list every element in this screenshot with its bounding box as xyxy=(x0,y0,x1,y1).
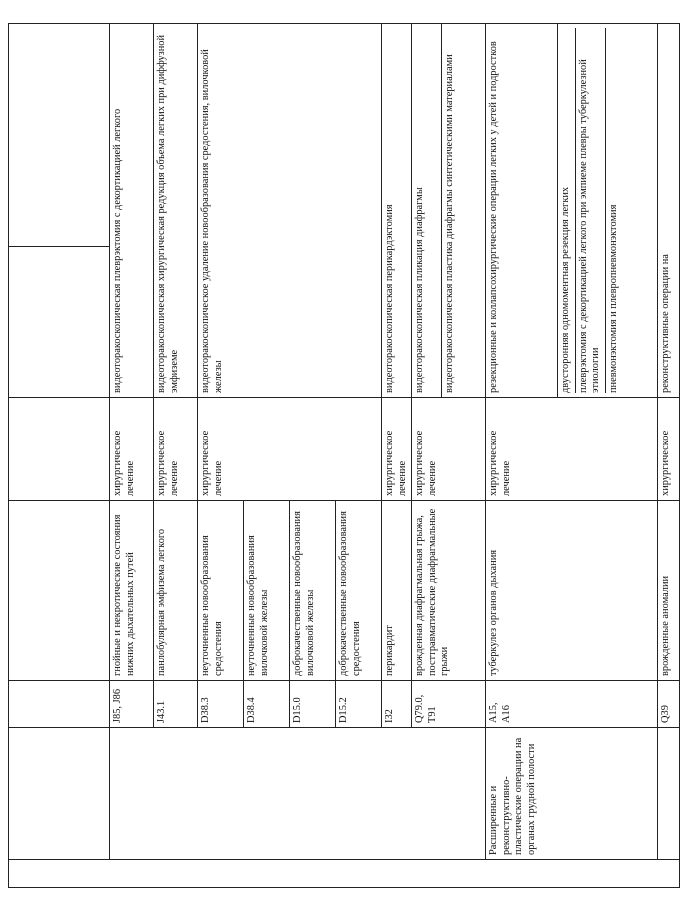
diagnosis-cell: гнойные и некротические состояния нижних дыхательных путей xyxy=(110,501,154,681)
method-cell: видеоторакоскопическая хирургическая редукция объема легких при диффузной эмфиземе xyxy=(154,24,198,398)
procedures-table xyxy=(8,23,680,888)
method-cell: видеоторакоскопическая плеврэктомия с декортикацией легкого xyxy=(110,24,154,398)
blank-header-row xyxy=(9,24,110,888)
diagnosis-cell: перикардит xyxy=(382,501,412,681)
code-cell: D38.4 xyxy=(244,681,290,728)
code-cell: D15.2 xyxy=(336,681,382,728)
method-line: пневмонэктомия и плевропневмонэктомия xyxy=(607,204,619,393)
landscape-table-container xyxy=(8,24,671,888)
diagnosis-cell: неуточненные новообразования средостения xyxy=(198,501,244,681)
method-cell: видеоторакоскопическое удаление новообразования средостения, вилочковой железы xyxy=(198,24,382,398)
method-cell: видеоторакоскопическая пликация диафрагмы xyxy=(412,24,442,398)
method-line: плеврэктомия с декортикацией легкого при эмпиеме плевры туберкулезной этиологии xyxy=(576,28,606,393)
diagnosis-cell: панлобулярная эмфизема легкого xyxy=(154,501,198,681)
section-title-cell: Расширенные и реконструктивно-пластические операции на органах грудной полости xyxy=(486,728,658,860)
code-cell: I32 xyxy=(382,681,412,728)
diagnosis-cell: неуточненные новообразования вилочковой железы xyxy=(244,501,290,681)
diagnosis-cell: врожденные аномалии xyxy=(658,501,680,681)
table-row xyxy=(486,24,558,888)
treatment-cell: хирургическое лечение xyxy=(382,398,412,501)
section-empty-cell xyxy=(110,728,486,860)
method-cell xyxy=(558,24,658,398)
blank-cell xyxy=(9,24,110,247)
code-cell: J85, J86 xyxy=(110,681,154,728)
code-cell: Q39 xyxy=(658,681,680,728)
diagnosis-cell: врожденная диафрагмальная грыжа, посттравматические диафрагмальные грыжи xyxy=(412,501,486,681)
blank-cell xyxy=(9,398,110,501)
code-cell: D15.0 xyxy=(290,681,336,728)
treatment-cell: хирургическое лечение xyxy=(412,398,486,501)
diagnosis-cell: доброкачественные новообразования средостения xyxy=(336,501,382,681)
treatment-cell: хирургическое лечение xyxy=(110,398,154,501)
section-empty-cell xyxy=(658,728,680,860)
treatment-cell: хирургическое лечение xyxy=(486,398,658,501)
blank-cell xyxy=(9,501,110,681)
method-cell: реконструктивные операции на xyxy=(658,24,680,398)
method-cell: резекционные и коллапсохирургические операции легких у детей и подростков xyxy=(486,24,558,398)
code-cell: Q79.0, T91 xyxy=(412,681,486,728)
code-cell: D38.3 xyxy=(198,681,244,728)
method-cell: видеоторакоскопическая пластика диафрагмы синтетическими материалами xyxy=(442,24,486,398)
rotated-page xyxy=(8,24,671,888)
treatment-cell: хирургическое лечение xyxy=(154,398,198,501)
table-row xyxy=(110,24,154,888)
code-cell: A15, A16 xyxy=(486,681,658,728)
method-cell: видеоторакоскопическая перикардэктомия xyxy=(382,24,412,398)
code-cell: J43.1 xyxy=(154,681,198,728)
blank-cell xyxy=(9,728,110,860)
treatment-cell: хирургическое лечение xyxy=(198,398,382,501)
blank-cell xyxy=(9,681,110,728)
blank-cell xyxy=(9,247,110,398)
treatment-cell: хирургическое xyxy=(658,398,680,501)
method-line: двусторонняя одномоментная резекция легких xyxy=(560,28,576,393)
diagnosis-cell: доброкачественные новообразования вилочковой железы xyxy=(290,501,336,681)
blank-number-cell xyxy=(9,860,680,888)
table-row xyxy=(658,24,680,888)
diagnosis-cell: туберкулез органов дыхания xyxy=(486,501,658,681)
